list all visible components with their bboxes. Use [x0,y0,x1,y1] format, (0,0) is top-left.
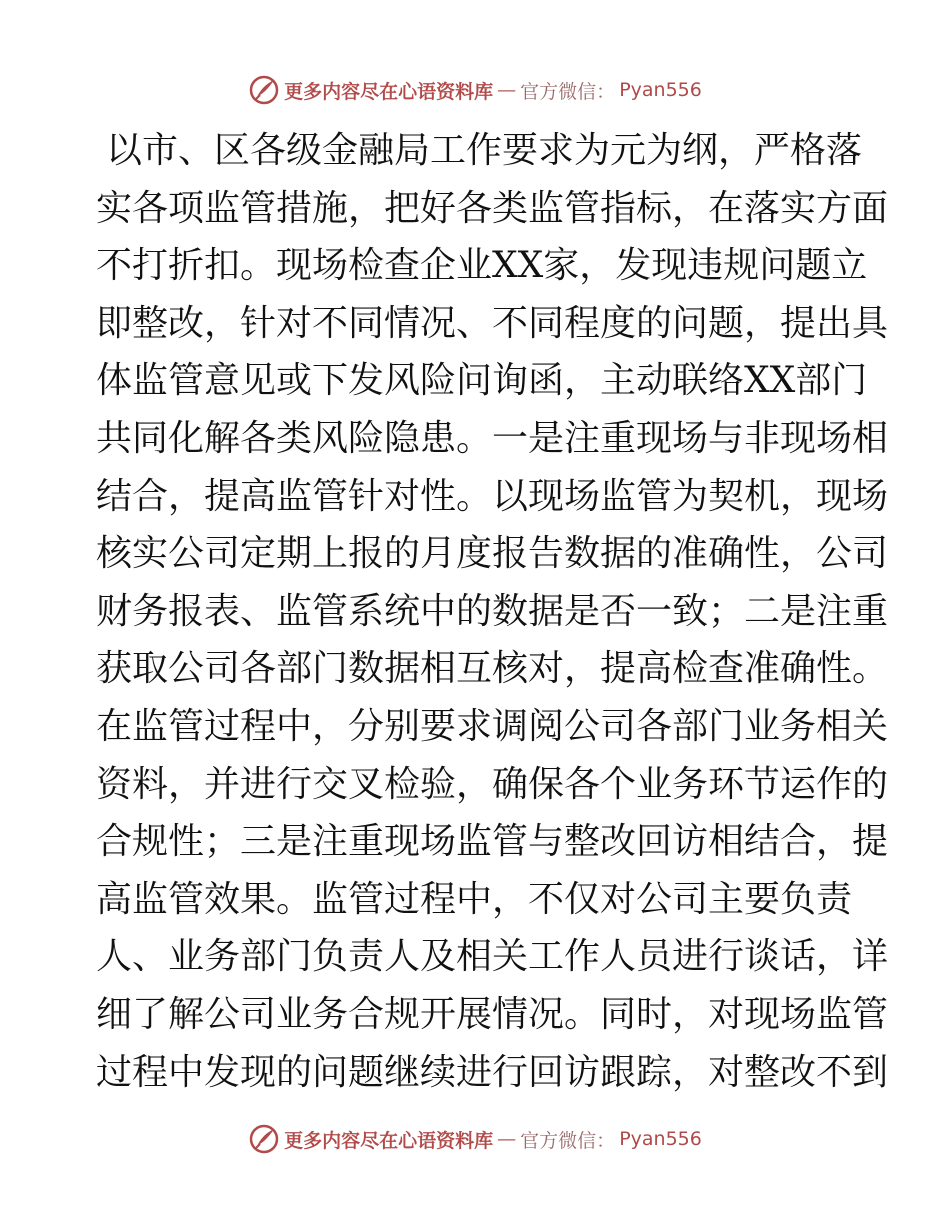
text-line: 体监管意见或下发风险问询函，主动联络XX部门 [96,360,868,402]
text-line: 以市、区各级金融局工作要求为元为纲，严格落 [106,130,863,171]
text-line: 实各项监管措施，把好各类监管指标，在落实方面 [96,187,889,229]
watermark-dash: — [497,79,517,101]
text-line: 不打折扣。现场检查企业XX家，发现违规问题立 [96,245,868,287]
text-line: 结合，提高监管针对性。以现场监管为契机，现场 [96,475,889,517]
watermark-dash: — [497,1128,517,1150]
text-line: 合规性；三是注重现场监管与整改回访相结合，提 [96,821,889,863]
feather-pen-logo-icon [248,74,280,106]
watermark-label: 官方微信： [520,80,616,103]
text-line: 共同化解各类风险隐患。一是注重现场与非现场相 [96,417,889,459]
footer-watermark [0,1123,950,1155]
text-line: 核实公司定期上报的月度报告数据的准确性，公司 [96,533,889,575]
text-line: 即整改，针对不同情况、不同程度的问题，提出具 [96,302,889,344]
watermark-brand: 更多内容尽在心语资料库 [284,1129,494,1152]
text-line: 人、业务部门负责人及相关工作人员进行谈话，详 [96,936,889,978]
watermark-brand: 更多内容尽在心语资料库 [284,80,494,103]
header-watermark [0,74,950,106]
watermark-label: 官方微信： [520,1129,616,1152]
text-line: 财务报表、监管系统中的数据是否一致；二是注重 [96,590,889,632]
watermark-wechat-id: Pyan556 [619,1128,702,1150]
watermark-wechat-id: Pyan556 [619,79,702,101]
text-line: 在监管过程中，分别要求调阅公司各部门业务相关 [96,705,889,747]
feather-pen-logo-icon [248,1123,280,1155]
text-line: 资料，并进行交叉检验，确保各个业务环节运作的 [96,763,889,805]
text-line: 过程中发现的问题继续进行回访跟踪，对整改不到 [96,1051,889,1093]
text-line: 高监管效果。监管过程中，不仅对公司主要负责 [96,878,853,920]
body-paragraph [96,122,889,1101]
text-line: 获取公司各部门数据相互核对，提高检查准确性。 [96,648,889,690]
text-line: 细了解公司业务合规开展情况。同时，对现场监管 [96,993,889,1035]
